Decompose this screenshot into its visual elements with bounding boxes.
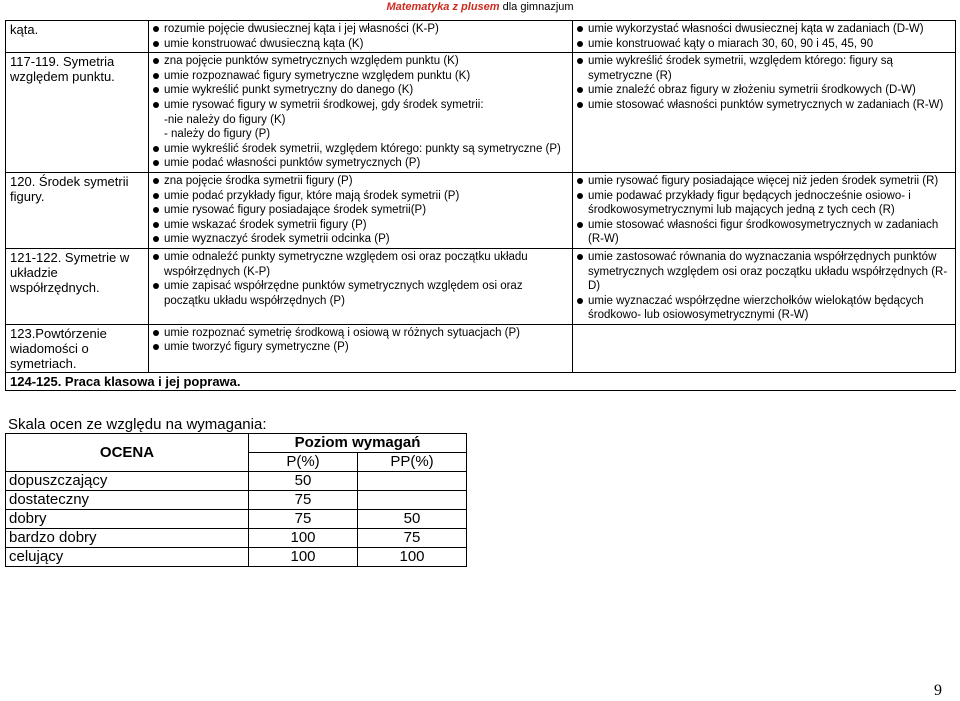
list-item: umie rozpoznać symetrię środkową i osiową w różnych sytuacjach (P)	[153, 326, 568, 341]
p-value: 100	[249, 529, 358, 548]
pp-value: 75	[358, 529, 467, 548]
extended-requirements-cell	[573, 53, 956, 173]
ocena-header: OCENA	[6, 434, 249, 472]
table-row	[6, 324, 956, 372]
grade-name: dostateczny	[6, 491, 249, 510]
p-value: 75	[249, 491, 358, 510]
table-row	[6, 172, 956, 248]
requirements-list	[577, 22, 951, 51]
list-item: umie wyznaczyć środek symetrii odcinka (P)	[153, 232, 568, 247]
list-item: umie stosować własności figur środkowosymetrycznych w zadaniach (R-W)	[577, 218, 951, 247]
grade-name: dopuszczający	[6, 472, 249, 491]
list-item: umie wykorzystać własności dwusiecznej kąta w zadaniach (D-W)	[577, 22, 951, 37]
topic-cell	[6, 324, 149, 372]
topic-cell	[6, 248, 149, 324]
requirements-list	[577, 174, 951, 247]
p-header: P(%)	[249, 453, 358, 472]
list-item: umie znaleźć obraz figury w złożeniu symetrii środkowych (D-W)	[577, 83, 951, 98]
grading-scale-table	[5, 433, 467, 567]
list-item: umie wykreślić punkt symetryczny do danego (K)	[153, 83, 568, 98]
list-item: umie wykreślić środek symetrii, względem którego: punkty są symetryczne (P)	[153, 142, 568, 157]
topic-label: kąta.	[10, 22, 39, 37]
p-value: 50	[249, 472, 358, 491]
pp-value: 100	[358, 548, 467, 567]
list-item: zna pojęcie środka symetrii figury (P)	[153, 174, 568, 189]
list-item: umie rysować figury posiadające środek symetrii(P)	[153, 203, 568, 218]
list-item: umie wskazać środek symetrii figury (P)	[153, 218, 568, 233]
pp-value	[358, 472, 467, 491]
list-item: umie wykreślić środek symetrii, względem którego: figury są symetryczne (R)	[577, 54, 951, 83]
page-header	[0, 0, 960, 14]
basic-requirements-cell	[149, 248, 573, 324]
list-item: umie zapisać współrzędne punktów symetrycznych względem osi oraz początku układu współrzędnych (P)	[153, 279, 568, 308]
list-item: umie zastosować równania do wyznaczania współrzędnych punktów symetrycznych względem osi oraz początku układu współrzędnych (R-D)	[577, 250, 951, 294]
requirements-list	[153, 174, 568, 247]
table-row	[6, 372, 956, 390]
requirements-list	[577, 250, 951, 323]
list-item: umie rozpoznawać figury symetryczne względem punktu (K)	[153, 69, 568, 84]
table-row	[6, 21, 956, 53]
basic-requirements-cell	[149, 21, 573, 53]
basic-requirements-cell	[149, 324, 573, 372]
table-row	[6, 53, 956, 173]
extended-requirements-cell	[573, 172, 956, 248]
list-item: umie podać przykłady figur, które mają środek symetrii (P)	[153, 189, 568, 204]
topic-cell	[6, 21, 149, 53]
list-item: umie podawać przykłady figur będących jednocześnie osiowo- i środkowosymetrycznymi lub mających jedną z tych cech (R)	[577, 189, 951, 218]
topic-label: 120. Środek symetrii figury.	[10, 173, 129, 204]
poziom-header: Poziom wymagań	[249, 434, 467, 453]
list-item: zna pojęcie punktów symetrycznych względem punktu (K)	[153, 54, 568, 69]
topic-label: 123.Powtórzenie wiadomości o symetriach.	[10, 325, 107, 371]
list-item: umie tworzyć figury symetryczne (P)	[153, 340, 568, 355]
requirements-list	[153, 326, 568, 355]
pp-header: PP(%)	[358, 453, 467, 472]
extended-requirements-cell	[573, 248, 956, 324]
grade-name: dobry	[6, 510, 249, 529]
page-number: 9	[934, 682, 942, 699]
list-item: umie stosować własności punktów symetrycznych w zadaniach (R-W)	[577, 98, 951, 113]
requirements-list	[153, 54, 568, 171]
list-item: umie wyznaczać współrzędne wierzchołków wielokątów będących środkowo- lub osiowosymetrycznymi (R-W)	[577, 294, 951, 323]
grade-name: celujący	[6, 548, 249, 567]
topic-label: 117-119. Symetria względem punktu.	[10, 54, 115, 85]
requirements-table	[5, 20, 956, 391]
topic-label: 121-122. Symetrie w układzie współrzędnych.	[10, 249, 130, 295]
p-value: 100	[249, 548, 358, 567]
basic-requirements-cell	[149, 172, 573, 248]
scale-row	[6, 510, 467, 529]
header-suffix: dla gimnazjum	[499, 1, 574, 13]
requirements-list	[153, 22, 568, 51]
table-row	[6, 248, 956, 324]
basic-requirements-cell	[149, 53, 573, 173]
scale-row	[6, 548, 467, 567]
list-item: - należy do figury (P)	[164, 128, 271, 141]
requirements-list	[153, 250, 568, 308]
requirements-list	[577, 54, 951, 112]
pp-value	[358, 491, 467, 510]
scale-row	[6, 529, 467, 548]
scale-header-row	[6, 434, 467, 453]
scale-row	[6, 491, 467, 510]
header-brand: Matematyka z plusem	[386, 1, 500, 13]
scale-row	[6, 472, 467, 491]
p-value: 75	[249, 510, 358, 529]
scale-title: Skala ocen ze względu na wymagania:	[8, 416, 267, 433]
list-item: rozumie pojęcie dwusiecznej kąta i jej własności (K-P)	[153, 22, 568, 37]
last-row-cell: 124-125. Praca klasowa i jej poprawa.	[6, 372, 956, 390]
extended-requirements-cell	[573, 21, 956, 53]
extended-requirements-cell	[573, 324, 956, 372]
topic-cell	[6, 172, 149, 248]
topic-cell	[6, 53, 149, 173]
list-item: umie rysować figury w symetrii środkowej, gdy środek symetrii:	[153, 98, 568, 113]
list-item: umie konstruować dwusieczną kąta (K)	[153, 37, 568, 52]
list-item: umie rysować figury posiadające więcej niż jeden środek symetrii (R)	[577, 174, 951, 189]
list-item: umie konstruować kąty o miarach 30, 60, 90 i 45, 45, 90	[577, 37, 951, 52]
pp-value: 50	[358, 510, 467, 529]
list-item: -nie należy do figury (K)	[164, 113, 286, 126]
grade-name: bardzo dobry	[6, 529, 249, 548]
list-item: umie podać własności punktów symetrycznych (P)	[153, 156, 568, 171]
list-item: umie odnaleźć punkty symetryczne względem osi oraz początku układu współrzędnych (K-P)	[153, 250, 568, 279]
